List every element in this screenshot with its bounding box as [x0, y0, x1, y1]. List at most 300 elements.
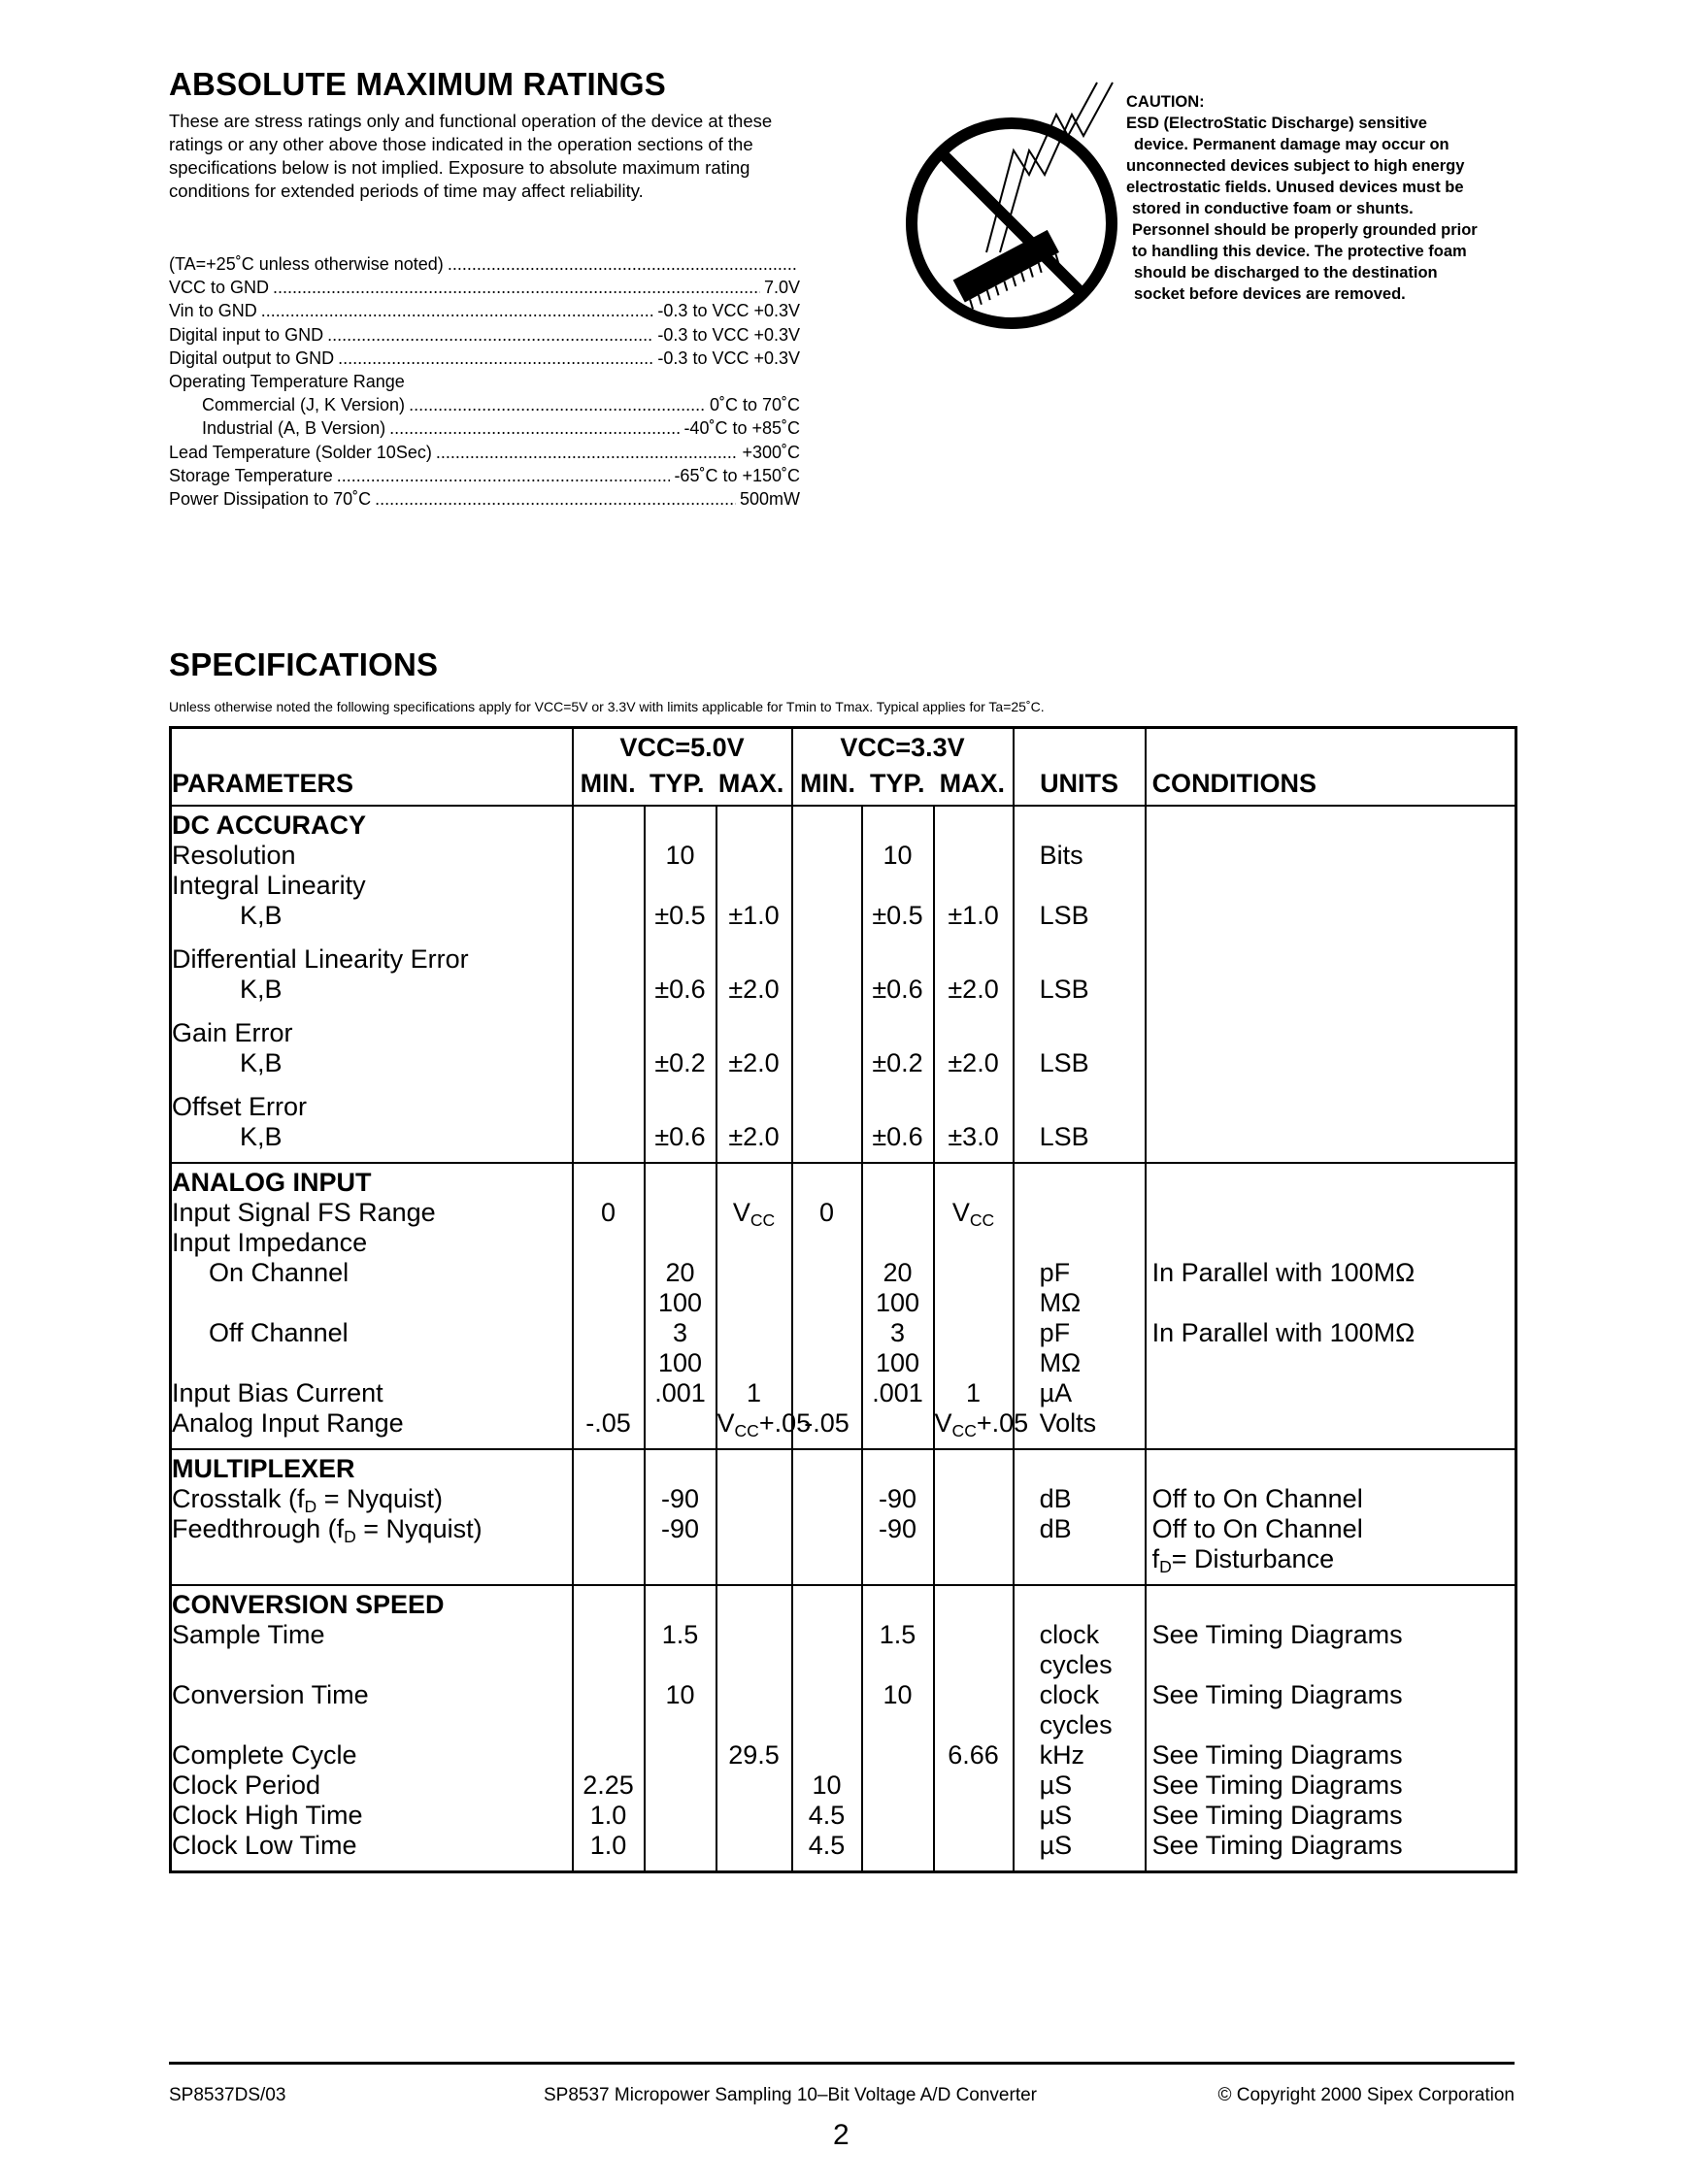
- spec-value: [1152, 1018, 1516, 1048]
- spec-value: ±2.0: [948, 975, 999, 1004]
- spacer: [1152, 1168, 1516, 1198]
- col-min-5v: [573, 1163, 645, 1449]
- spacer: [863, 1590, 933, 1620]
- spec-value: [793, 1378, 861, 1408]
- spec-value: 20: [665, 1258, 695, 1287]
- parameter-name: Sample Time: [172, 1620, 325, 1649]
- rating-value: +300˚C: [742, 442, 800, 462]
- header-min-5v: MIN.: [580, 769, 636, 798]
- spacer: [717, 1590, 791, 1620]
- spec-value: In Parallel with 100MΩ: [1151, 1318, 1416, 1347]
- parameter-name: Feedthrough ($f_D$ = Nyquist): [172, 1514, 483, 1546]
- col-units: [1014, 806, 1146, 1163]
- spec-value: [646, 1801, 716, 1831]
- abs-max-intro: These are stress ratings only and functional operation of the device at these ratings or any other above those indicated in the operation sections of the specifications below is not implied. Exposure to absolute maximum rating conditions for extended periods of time may affect reliability.: [169, 111, 773, 201]
- parameter-name: K,B: [240, 975, 283, 1004]
- spec-value: [1152, 1288, 1516, 1318]
- spec-value: µS: [1039, 1770, 1073, 1800]
- spec-value: [646, 1770, 716, 1801]
- spec-value: Bits: [1039, 841, 1083, 870]
- spec-value: dB: [1039, 1514, 1072, 1543]
- spec-value: [717, 1514, 791, 1544]
- col-typ-5v: [645, 806, 716, 1163]
- parameter-name: Crosstalk ($f_D$ = Nyquist): [172, 1484, 443, 1516]
- spec-value: µS: [1039, 1831, 1073, 1860]
- header-typ-5v: TYP.: [649, 769, 705, 798]
- spacer: [935, 1454, 1013, 1484]
- spec-value: [574, 1544, 644, 1574]
- spec-value: [717, 1650, 791, 1680]
- header-max-5v: MAX.: [717, 769, 784, 798]
- spec-value: 100: [876, 1348, 920, 1377]
- spec-value: [1152, 1710, 1516, 1740]
- spec-value: clock: [1039, 1680, 1100, 1709]
- spec-value: 0: [600, 1198, 616, 1227]
- spec-value: [717, 1484, 791, 1514]
- spacer: [1152, 1454, 1516, 1484]
- parameter-name: [172, 1544, 572, 1574]
- spec-value: [935, 1348, 1013, 1378]
- specs-note: Unless otherwise noted the following specifications apply for VCC=5V or 3.3V with limits applicable for Tmin to Tmax. Typical applies for Ta=25˚C.: [169, 699, 1045, 714]
- caution-line: device. Permanent damage may occur on: [1134, 136, 1449, 153]
- caution-heading: CAUTION:: [1126, 93, 1205, 111]
- col-param: [171, 1163, 573, 1449]
- spec-value: 1.5: [879, 1620, 916, 1649]
- spacer: [646, 1454, 716, 1484]
- spacer: [863, 1454, 933, 1484]
- spec-value: [1152, 944, 1516, 975]
- rating-row: [169, 276, 800, 299]
- spec-value: MΩ: [1039, 1288, 1082, 1317]
- spec-value: 2.25: [583, 1770, 634, 1800]
- rating-label: Power Dissipation to 70˚C: [169, 488, 372, 509]
- spec-value: [574, 1258, 644, 1288]
- rating-label: (TA=+25˚C unless otherwise noted): [169, 254, 444, 274]
- spec-value: [717, 1318, 791, 1348]
- rating-row: [169, 487, 800, 511]
- spec-value: [574, 975, 644, 1005]
- parameter-name: [172, 1650, 572, 1680]
- section-heading: DC ACCURACY: [172, 811, 366, 840]
- spec-value: [793, 841, 861, 871]
- spec-value: [935, 1258, 1013, 1288]
- spec-value: [717, 1348, 791, 1378]
- rating-row: [169, 370, 800, 393]
- spec-value: [574, 841, 644, 871]
- dot-leader: [338, 347, 653, 370]
- spec-value: [863, 1831, 933, 1861]
- rating-value: 0˚C to 70˚C: [709, 395, 800, 415]
- spec-value: -90: [879, 1484, 917, 1513]
- spacer: [793, 1590, 861, 1620]
- caution-line: ESD (ElectroStatic Discharge) sensitive: [1126, 115, 1427, 132]
- col-max-33v: [934, 806, 1014, 1163]
- col-typ-33v: [862, 1449, 934, 1585]
- spec-value: [935, 1801, 1013, 1831]
- spec-value: LSB: [1039, 1122, 1089, 1151]
- parameter-name: Resolution: [172, 841, 296, 870]
- spacer: [574, 811, 644, 841]
- spacer: [793, 811, 861, 841]
- rating-value: -0.3 to VCC +0.3V: [657, 347, 800, 368]
- spec-value: See Timing Diagrams: [1151, 1680, 1403, 1709]
- rating-label: Digital input to GND: [169, 324, 324, 345]
- spec-value: [574, 1484, 644, 1514]
- col-max-33v: [934, 1449, 1014, 1585]
- parameter-name: Conversion Time: [172, 1680, 369, 1709]
- rating-row: [169, 441, 800, 464]
- ratings-list: [169, 252, 800, 511]
- spacer: [574, 1168, 644, 1198]
- spec-value: 1.5: [661, 1620, 699, 1649]
- parameter-name: Clock Period: [172, 1770, 321, 1800]
- spacer: [717, 811, 791, 841]
- header-vcc33: VCC=3.3V: [840, 733, 965, 762]
- spec-value: [646, 1544, 716, 1574]
- spec-value: [935, 1620, 1013, 1650]
- spec-value: [574, 944, 644, 975]
- spec-value: µA: [1039, 1378, 1073, 1407]
- spec-value: [863, 1740, 933, 1770]
- spec-value: 20: [883, 1258, 913, 1287]
- spec-value: ±0.6: [654, 1122, 706, 1151]
- col-typ-5v: [645, 1585, 716, 1872]
- spacer: [717, 1454, 791, 1484]
- spec-value: -90: [660, 1484, 700, 1513]
- col-min-5v: [573, 806, 645, 1163]
- spec-value: ±3.0: [948, 1122, 999, 1151]
- spec-value: [717, 1228, 791, 1258]
- caution-line: unconnected devices subject to high energy: [1126, 157, 1465, 175]
- spec-header-row: [171, 728, 1516, 807]
- spec-value: [574, 1228, 644, 1258]
- spacer: [863, 811, 933, 841]
- spec-value: 10: [665, 841, 695, 870]
- spec-value: In Parallel with 100MΩ: [1151, 1258, 1416, 1287]
- spec-value: [935, 1770, 1013, 1801]
- spec-value: [863, 1650, 933, 1680]
- parameter-name: [172, 1288, 572, 1318]
- rating-label: Storage Temperature: [169, 465, 333, 485]
- spec-value: MΩ: [1039, 1348, 1082, 1377]
- spec-value: [1152, 901, 1516, 931]
- col-min-33v: [792, 1585, 862, 1872]
- spacer: [717, 1168, 791, 1198]
- spec-value: 4.5: [808, 1831, 846, 1860]
- spec-value: .001: [654, 1378, 706, 1407]
- spacer: [935, 811, 1013, 841]
- rating-row: [169, 299, 800, 322]
- spec-value: ±0.6: [872, 975, 923, 1004]
- spec-value: $V_{CC}$: [732, 1198, 776, 1230]
- spec-value: [863, 944, 933, 975]
- spec-value: pF: [1039, 1258, 1071, 1287]
- spec-value: [574, 1318, 644, 1348]
- spec-value: [793, 944, 861, 975]
- footer-copyright: © Copyright 2000 Sipex Corporation: [1217, 2085, 1515, 2105]
- header-parameters: PARAMETERS: [171, 728, 573, 807]
- rating-row: [169, 323, 800, 347]
- parameter-name: Input Signal FS Range: [172, 1198, 436, 1227]
- spec-value: 100: [657, 1288, 703, 1317]
- section-heading: MULTIPLEXER: [172, 1454, 355, 1483]
- spec-value: [717, 1620, 791, 1650]
- spec-value: dB: [1039, 1484, 1072, 1513]
- spec-value: cycles: [1039, 1710, 1113, 1739]
- spec-value: [793, 1258, 861, 1288]
- spec-value: [646, 1198, 716, 1228]
- dot-leader: [261, 299, 654, 322]
- spec-value: -90: [879, 1514, 917, 1543]
- spec-value: [646, 1228, 716, 1258]
- col-min-5v: [573, 1585, 645, 1872]
- spec-value: $V_{CC}$: [951, 1198, 995, 1230]
- spec-value: 3: [890, 1318, 906, 1347]
- spacer: [646, 811, 716, 841]
- spec-value: [793, 1348, 861, 1378]
- spec-value: [1152, 1650, 1516, 1680]
- col-min-33v: [792, 1449, 862, 1585]
- rating-label: Lead Temperature (Solder 10Sec): [169, 442, 432, 462]
- spec-value: [793, 1318, 861, 1348]
- spec-value: [646, 1018, 716, 1048]
- spec-value: [646, 1710, 716, 1740]
- spec-value: [646, 944, 716, 975]
- parameter-name: K,B: [240, 1048, 283, 1077]
- spec-value: pF: [1039, 1318, 1071, 1347]
- spec-value: [793, 1092, 861, 1122]
- spec-value: [717, 1018, 791, 1048]
- spec-value: [574, 1288, 644, 1318]
- spec-value: 1.0: [589, 1831, 627, 1860]
- spec-value: ±0.2: [654, 1048, 706, 1077]
- col-max-5v: [716, 1163, 812, 1449]
- spacer: [793, 1454, 861, 1484]
- col-param: [171, 1449, 573, 1585]
- col-param: [171, 806, 573, 1163]
- dot-leader: [448, 252, 796, 276]
- spec-value: [1040, 944, 1145, 975]
- spec-value: [574, 1620, 644, 1650]
- spec-value: LSB: [1039, 975, 1089, 1004]
- spec-value: ±1.0: [728, 901, 780, 930]
- parameter-name: Input Impedance: [172, 1228, 368, 1257]
- spec-value: [793, 1122, 861, 1152]
- spec-value: [646, 1408, 716, 1439]
- section-heading: ANALOG INPUT: [172, 1168, 372, 1197]
- spec-value: [863, 1092, 933, 1122]
- spec-value: [935, 944, 1013, 975]
- spec-value: 29.5: [728, 1740, 780, 1770]
- spec-value: [574, 1018, 644, 1048]
- spec-value: [935, 1092, 1013, 1122]
- spec-value: -.05: [585, 1408, 631, 1438]
- header-min-33v: MIN.: [800, 769, 856, 798]
- parameter-name: Clock High Time: [172, 1801, 363, 1830]
- spec-value: [793, 1620, 861, 1650]
- spec-value: [1152, 841, 1516, 871]
- spec-value: -.05: [804, 1408, 850, 1438]
- spec-value: [717, 1770, 791, 1801]
- spec-value: Volts: [1039, 1408, 1097, 1438]
- spec-value: [793, 1544, 861, 1574]
- spec-value: [574, 1378, 644, 1408]
- col-typ-5v: [645, 1163, 716, 1449]
- spec-value: 4.5: [808, 1801, 846, 1830]
- spec-value: [1152, 1348, 1516, 1378]
- spec-value: ±2.0: [728, 975, 780, 1004]
- caution-line: to handling this device. The protective foam: [1132, 243, 1467, 260]
- spacer: [574, 1590, 644, 1620]
- caution-line: Personnel should be properly grounded prior: [1132, 221, 1478, 239]
- rating-label: Industrial (A, B Version): [202, 418, 386, 439]
- spec-value: [863, 1801, 933, 1831]
- spec-value: See Timing Diagrams: [1151, 1801, 1403, 1830]
- spec-section: [171, 806, 1516, 1163]
- spec-section: [171, 1163, 1516, 1449]
- rating-value: -0.3 to VCC +0.3V: [657, 301, 800, 321]
- spec-value: See Timing Diagrams: [1151, 1770, 1403, 1800]
- spec-value: [646, 1831, 716, 1861]
- spacer: [574, 1454, 644, 1484]
- spec-value: [793, 1514, 861, 1544]
- col-conditions: [1146, 1585, 1516, 1872]
- col-conditions: [1146, 1449, 1516, 1585]
- spec-value: 1: [966, 1378, 982, 1407]
- esd-caution-text: [1126, 91, 1534, 305]
- col-typ-33v: [862, 806, 934, 1163]
- spec-value: [1152, 1378, 1516, 1408]
- spec-value: [717, 1680, 791, 1710]
- spec-value: [717, 871, 791, 901]
- spec-value: ±0.2: [872, 1048, 923, 1077]
- spec-value: [863, 1770, 933, 1801]
- parameter-name: Offset Error: [172, 1092, 308, 1121]
- header-vcc5: VCC=5.0V: [619, 733, 745, 762]
- spec-value: [863, 1710, 933, 1740]
- spec-value: [717, 1801, 791, 1831]
- spec-value: [574, 871, 644, 901]
- col-typ-33v: [862, 1585, 934, 1872]
- dot-leader: [389, 416, 680, 440]
- spec-value: [935, 1228, 1013, 1258]
- dot-leader: [327, 323, 653, 347]
- header-max-33v: MAX.: [939, 769, 1006, 798]
- spec-value: [793, 901, 861, 931]
- spec-value: [863, 871, 933, 901]
- spacer: [935, 1168, 1013, 1198]
- spec-value: [717, 841, 791, 871]
- rating-row: [169, 464, 800, 487]
- spec-value: ±1.0: [948, 901, 999, 930]
- header-conditions: CONDITIONS: [1146, 728, 1516, 807]
- spec-value: [717, 1258, 791, 1288]
- spec-value: [793, 1680, 861, 1710]
- spacer: [1040, 811, 1145, 841]
- specs-title: SPECIFICATIONS: [169, 646, 439, 682]
- spec-value: [1152, 1198, 1516, 1228]
- spec-value: ±2.0: [948, 1048, 999, 1077]
- col-max-5v: [716, 1585, 792, 1872]
- spec-value: [1152, 871, 1516, 901]
- footer-rule: [169, 2062, 1515, 2065]
- spec-value: [935, 1710, 1013, 1740]
- parameter-name: Gain Error: [172, 1018, 293, 1047]
- spec-value: [1040, 1092, 1145, 1122]
- dot-leader: [337, 464, 671, 487]
- parameter-name: K,B: [240, 1122, 283, 1151]
- col-max-5v: [716, 806, 792, 1163]
- dot-leader: [273, 276, 760, 299]
- spec-value: [935, 1831, 1013, 1861]
- spec-value: 100: [876, 1288, 920, 1317]
- spec-value: 100: [657, 1348, 703, 1377]
- parameter-name: On Channel: [209, 1258, 350, 1287]
- col-typ-5v: [645, 1449, 716, 1585]
- dot-leader: [409, 393, 706, 416]
- spacer: [646, 1168, 716, 1198]
- col-units: [1014, 1585, 1146, 1872]
- spec-value: 6.66: [948, 1740, 999, 1770]
- rating-row: [169, 393, 800, 416]
- spec-section: [171, 1585, 1516, 1872]
- spec-value: ±2.0: [728, 1048, 780, 1077]
- spec-value: [717, 1092, 791, 1122]
- spacer: [1152, 811, 1516, 841]
- parameter-name: Clock Low Time: [172, 1831, 357, 1860]
- spec-value: [1040, 1544, 1145, 1574]
- spec-value: See Timing Diagrams: [1151, 1831, 1403, 1860]
- rating-row: [169, 252, 800, 276]
- spec-value: [793, 871, 861, 901]
- parameter-name: K,B: [240, 901, 283, 930]
- page-number: 2: [833, 2119, 850, 2151]
- spec-value: [793, 1288, 861, 1318]
- spec-value: 3: [672, 1318, 688, 1347]
- spec-value: [793, 1048, 861, 1078]
- header-units: UNITS: [1014, 728, 1146, 807]
- spec-value: [646, 1650, 716, 1680]
- spec-value: [574, 1650, 644, 1680]
- rating-value: -65˚C to +150˚C: [674, 465, 800, 485]
- col-min-33v: [792, 1163, 862, 1449]
- col-units: [1014, 1163, 1146, 1449]
- spacer: [863, 1168, 933, 1198]
- spec-value: [793, 1650, 861, 1680]
- spec-value: [574, 1348, 644, 1378]
- section-heading: CONVERSION SPEED: [172, 1590, 445, 1619]
- spec-value: See Timing Diagrams: [1151, 1740, 1403, 1770]
- col-max-33v: [934, 1585, 1014, 1872]
- spacer: [1040, 1168, 1145, 1198]
- spec-value: 10: [665, 1680, 695, 1709]
- caution-line: stored in conductive foam or shunts.: [1132, 200, 1414, 217]
- spec-value: kHz: [1039, 1740, 1085, 1770]
- parameter-name: Input Bias Current: [172, 1378, 383, 1407]
- spec-value: .001: [872, 1378, 923, 1407]
- spec-value: See Timing Diagrams: [1151, 1620, 1403, 1649]
- spec-value: [935, 1484, 1013, 1514]
- spec-value: [574, 1122, 644, 1152]
- spec-table: [169, 726, 1517, 1873]
- spec-value: [646, 1092, 716, 1122]
- spec-value: 0: [819, 1198, 835, 1227]
- spec-value: [935, 1018, 1013, 1048]
- spec-value: [793, 1228, 861, 1258]
- spec-value: 1: [747, 1378, 762, 1407]
- spec-value: [574, 1710, 644, 1740]
- spec-value: [863, 1018, 933, 1048]
